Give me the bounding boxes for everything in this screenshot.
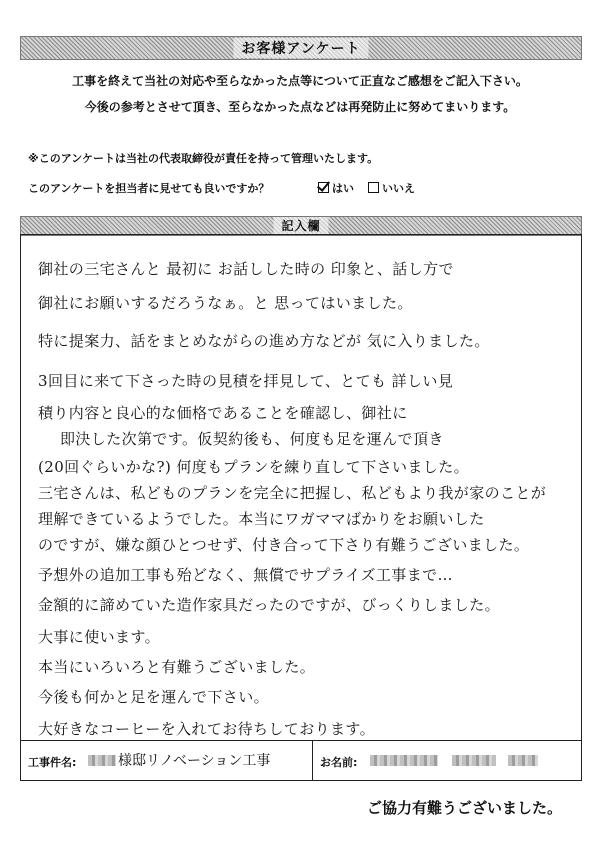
comment-line: 大好きなコーヒーを入れてお待ちしております。 <box>38 720 376 738</box>
comment-line: 今後も何かと足を運んで下さい。 <box>38 688 270 706</box>
form-section-title: 記入欄 <box>273 217 328 234</box>
comment-line: (20回ぐらいかな?) 何度もプランを練り直して下さいました。 <box>38 458 470 476</box>
customer-name-label: お名前: <box>320 756 358 769</box>
comment-line: のですが、嫌な顔ひとつせず、付き合って下さり有難うございました。 <box>38 536 530 554</box>
comment-line: 大事に使います。 <box>38 628 161 646</box>
comment-line: 御社にお願いするだろうなぁ。と 思ってはいました。 <box>38 294 413 312</box>
comment-line: 御社の三宅さんと 最初に お話しした時の 印象と、話し方で <box>38 260 454 278</box>
checkbox-empty-icon[interactable] <box>368 182 379 193</box>
comment-line: 金額的に諦めていた造作家具だったのですが、びっくりしました。 <box>38 596 501 614</box>
checkbox-checked-icon[interactable] <box>318 182 329 193</box>
comment-line: 即決した次第です。仮契約後も、何度も足を運んで頂き <box>60 430 444 448</box>
consent-question: このアンケートを担当者に見せても良いですか？ <box>28 182 270 195</box>
redacted-client-name <box>88 755 116 766</box>
privacy-notice: ※このアンケートは当社の代表取締役が責任を持って管理いたします。 <box>28 152 379 165</box>
comment-line: 3回目に来て下さった時の見積を拝見して、とても 詳しい見 <box>38 372 454 390</box>
comment-line: 三宅さんは、私どものプランを完全に把握し、私どもより我が家のことが <box>38 484 547 502</box>
footer-column-divider <box>312 740 313 780</box>
redacted-family-name <box>370 755 438 766</box>
consent-yes-label: はい <box>332 182 354 195</box>
intro-line-1: 工事を終えて当社の対応や至らなかった点等について正直なご感想をご記入下さい。 <box>72 74 528 88</box>
comment-line: 理解できているようでした。本当にワガママばかりをお願いした <box>38 510 485 528</box>
redacted-name-part <box>508 755 538 766</box>
work-name-value: 様邸リノベーション工事 <box>118 753 271 769</box>
redacted-given-name <box>452 755 496 766</box>
consent-no-label: いいえ <box>382 182 415 195</box>
thank-you-message: ご協力有難うございました。 <box>366 799 562 817</box>
comment-line: 積り内容と良心的な価格であることを確認し、御社に <box>38 404 408 422</box>
comment-line: 特に提案力、話をまとめながらの進め方などが 気に入りました。 <box>38 332 490 350</box>
consent-no-option[interactable] <box>368 180 415 196</box>
survey-title: お客様アンケート <box>233 38 368 58</box>
consent-yes-option[interactable] <box>318 180 354 196</box>
footer-divider <box>20 740 581 741</box>
comment-line: 本当にいろいろと有難うございました。 <box>38 658 316 676</box>
comment-line: 予想外の追加工事も殆どなく、無償でサプライズ工事まで… <box>38 566 453 584</box>
form-section-banner <box>20 216 582 236</box>
title-banner <box>20 36 582 60</box>
work-name-label: 工事件名: <box>28 756 77 769</box>
intro-line-2: 今後の参考とさせて頂き、至らなかった点などは再発防止に努めてまいります。 <box>84 100 516 114</box>
